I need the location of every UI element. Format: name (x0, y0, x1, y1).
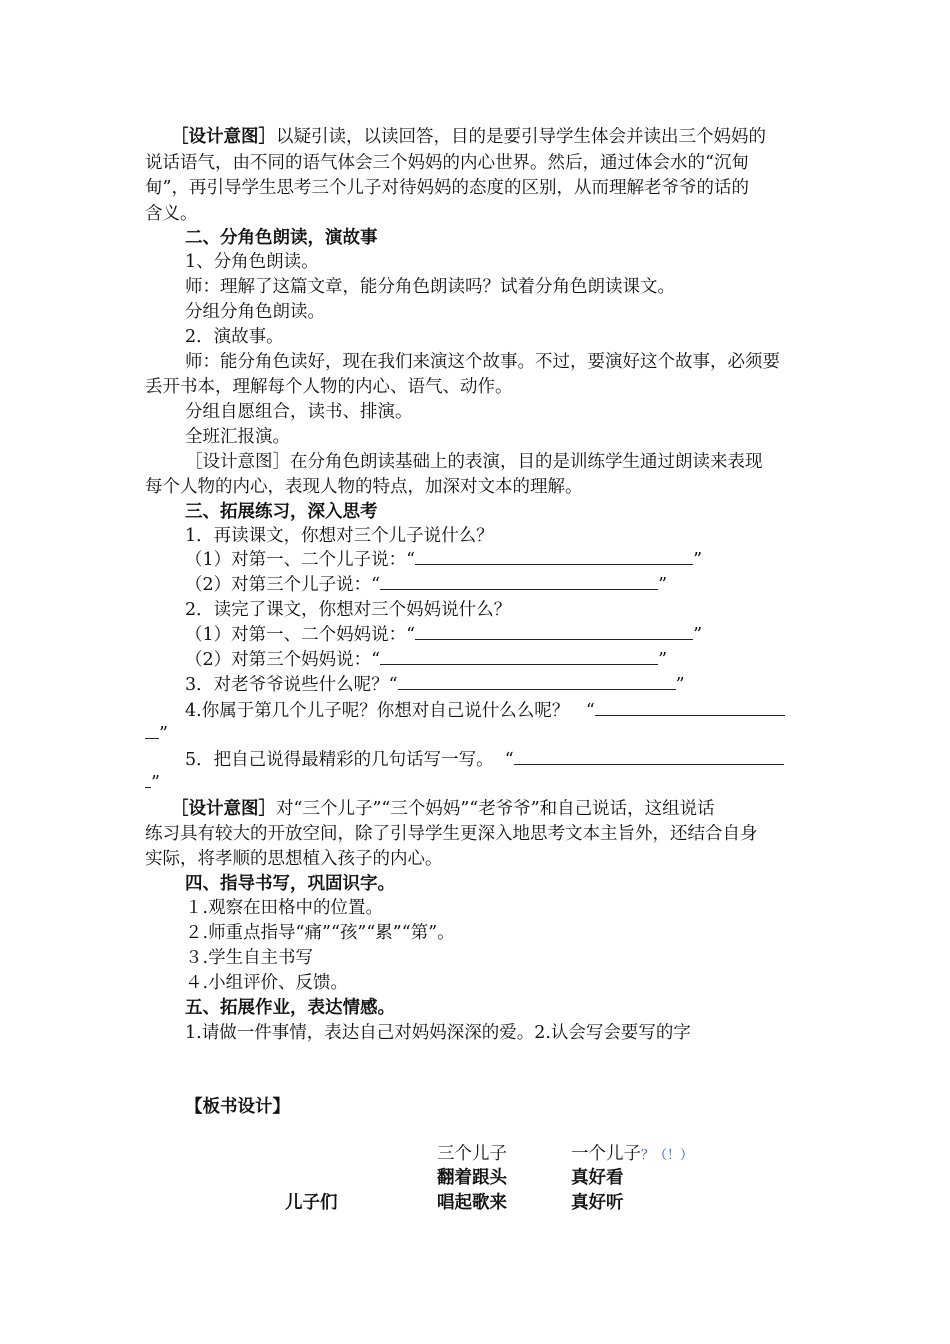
s3-question-2: 2．读完了课文，你想对三个妈妈说什么？ (185, 600, 512, 620)
section-3-heading: 三、拓展练习，深入思考 (185, 502, 378, 522)
section-5-heading: 五、拓展作业，表达情感。 (185, 998, 395, 1018)
close-quote: ” (658, 575, 668, 595)
s3-question-5 (185, 748, 784, 772)
s2-line-2: 师：理解了这篇文章，能分角色朗读吗？试着分角色朗读课文。 (185, 277, 675, 297)
close-quote: ” (159, 724, 168, 744)
intent-paragraph-3-line-2: 练习具有较大的开放空间，除了引导学生更深入地思考文本主旨外，还结合自身 (145, 824, 758, 844)
s4-line-2: ２.师重点指导“痛”“孩”“累”“第”。 (185, 923, 455, 943)
open-quote: “ (504, 750, 514, 770)
board-design-title: 【板书设计】 (185, 1097, 290, 1117)
s2-line-7: 全班汇报演。 (185, 427, 290, 447)
s3-q2-item-1 (185, 623, 702, 647)
s5-line-1: 1.请做一件事情，表达自己对妈妈深深的爱。2.认会写会要写的字 (185, 1023, 691, 1043)
board-left-label: 儿子们 (285, 1193, 338, 1213)
intent-paragraph-1-line-1 (171, 125, 766, 149)
board-right-row-2: 真好看 (571, 1168, 624, 1188)
close-quote: ” (693, 625, 703, 645)
s3-q1-item-2 (185, 573, 667, 597)
s3-q2-item-2 (185, 648, 667, 672)
intent-paragraph-3-line-3: 实际，将孝顺的思想植入孩子的内心。 (145, 849, 443, 869)
close-quote: ” (675, 675, 685, 695)
open-quote: “ (371, 650, 381, 670)
section-2-heading: 二、分角色朗读，演故事 (185, 228, 378, 248)
intent-text: 以疑引读，以读回答，目的是要引导学生体会并读出三个妈妈的 (276, 127, 766, 147)
intent-paragraph-3-line-1 (171, 797, 715, 821)
answer-blank[interactable] (595, 701, 785, 716)
s2-line-6: 分组自愿组合，读书、排演。 (185, 402, 413, 422)
answer-blank[interactable] (380, 650, 658, 665)
open-quote: “ (406, 625, 416, 645)
s3-q4-continuation (145, 722, 168, 746)
s3-question-4 (185, 699, 785, 723)
q1a-label: （1）对第一、二个儿子说： (185, 550, 407, 570)
q2b-label: （2）对第三个妈妈说： (185, 650, 372, 670)
answer-blank[interactable] (514, 750, 784, 765)
s2-line-4: 2．演故事。 (185, 327, 284, 347)
s2-line-5b: 丢开书本，理解每个人物的内心、语气、动作。 (145, 377, 513, 397)
intent-text: 对“三个儿子”“三个妈妈”“老爷爷”和自己说话，这组说话 (276, 799, 715, 819)
open-quote: “ (585, 701, 595, 721)
s2-line-1: 1、分角色朗读。 (185, 252, 319, 272)
q2a-label: （1）对第一、二个妈妈说： (185, 625, 407, 645)
close-quote: ” (693, 550, 703, 570)
board-mid-row-2: 翻着跟头 (437, 1168, 507, 1188)
board-mid-row-1: 三个儿子 (437, 1144, 507, 1164)
answer-blank[interactable] (398, 675, 676, 690)
s2-line-5a: 师：能分角色读好，现在我们来演这个故事。不过，要演好这个故事，必须要 (185, 352, 780, 372)
answer-blank[interactable] (145, 724, 159, 739)
close-quote: ” (658, 650, 668, 670)
answer-blank[interactable] (415, 550, 693, 565)
open-quote: “ (406, 550, 416, 570)
board-right-label: 一个儿子 (571, 1144, 641, 1164)
intent-paragraph-1-line-4: 含义。 (145, 204, 198, 224)
q5-label: 5．把自己说得最精彩的几句话写一写。 (185, 750, 494, 770)
section-4-heading: 四、指导书写，巩固识字。 (185, 874, 395, 894)
s4-line-3: ３.学生自主书写 (185, 948, 314, 968)
s2-line-3: 分组分角色朗读。 (185, 302, 325, 322)
q3-label: 3．对老爷爷说些什么呢？ (185, 675, 389, 695)
board-right-row-1 (571, 1142, 693, 1168)
design-intent-tag: ［设计意图］ (171, 127, 276, 147)
open-quote: “ (388, 675, 398, 695)
intent-paragraph-1-line-2: 说话语气，由不同的语气体会三个妈妈的内心世界。然后，通过体会水的“沉甸 (145, 153, 749, 173)
answer-blank[interactable] (380, 575, 658, 590)
board-right-row-3: 真好听 (571, 1193, 624, 1213)
s2-intent-line-2: 每个人物的内心，表现人物的特点，加深对文本的理解。 (145, 477, 583, 497)
s4-line-1: １.观察在田格中的位置。 (185, 898, 384, 918)
q1b-label: （2）对第三个儿子说： (185, 575, 372, 595)
intent-paragraph-1-line-3: 甸”，再引导学生思考三个儿子对待妈妈的态度的区别，从而理解老爷爷的话的 (145, 178, 749, 198)
board-mid-row-3: 唱起歌来 (437, 1193, 507, 1213)
close-quote: ” (151, 773, 160, 793)
s4-line-4: ４.小组评价、反馈。 (185, 973, 349, 993)
q4-label: 4.你属于第几个儿子呢？你想对自己说什么么呢？ (185, 701, 570, 721)
s3-question-1: 1．再读课文，你想对三个儿子说什么？ (185, 526, 494, 546)
s2-intent-line-1: ［设计意图］在分角色朗读基础上的表演，目的是训练学生通过朗读来表现 (185, 452, 763, 472)
s3-q1-item-1 (185, 548, 702, 572)
design-intent-tag: ［设计意图］ (171, 799, 276, 819)
s3-question-3 (185, 673, 685, 697)
answer-blank[interactable] (415, 625, 693, 640)
board-punctuation-marks: ？（！） (641, 1148, 694, 1163)
s3-q5-continuation (145, 771, 160, 795)
open-quote: “ (371, 575, 381, 595)
